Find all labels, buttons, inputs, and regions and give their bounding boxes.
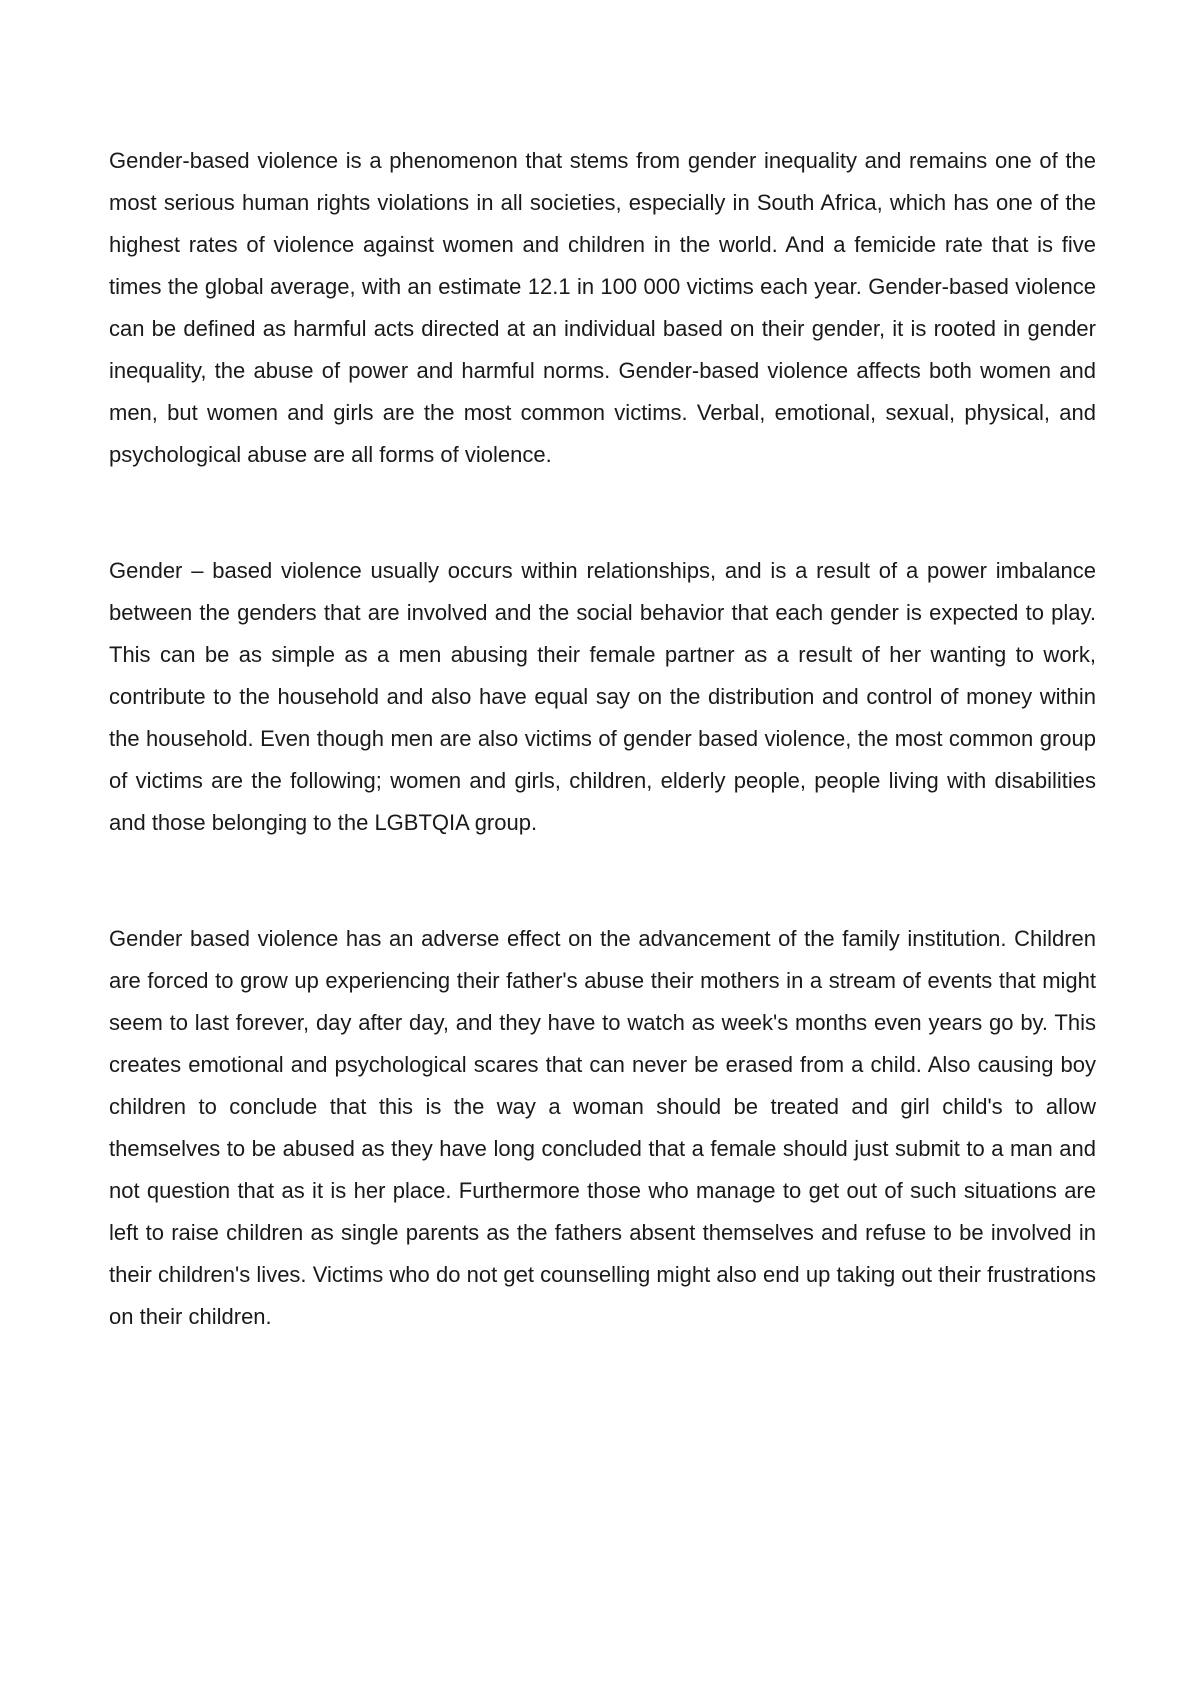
paragraph-1: Gender-based violence is a phenomenon that stems from gender inequality and remains one of the most serious human rights violations in all societies, especially in South Africa, which has one of the highest rates of violence against women and children in the world. And a femicide rate that is five times the global average, with an estimate 12.1 in 100 000 victims each year. Gender-based violence can be defined as harmful acts directed at an individual based on their gender, it is rooted in gender inequality, the abuse of power and harmful norms. Gender-based violence affects both women and men, but women and girls are the most common victims. Verbal, emotional, sexual, physical, and psychological abuse are all forms of violence.: [109, 148, 1096, 467]
document-body: [109, 140, 1096, 1338]
paragraph-2: Gender – based violence usually occurs within relationships, and is a result of a power imbalance between the genders that are involved and the social behavior that each gender is expected to play. This can be as simple as a men abusing their female partner as a result of her wanting to work, contribute to the household and also have equal say on the distribution and control of money within the household. Even though men are also victims of gender based violence, the most common group of victims are the following; women and girls, children, elderly people, people living with disabilities and those belonging to the LGBTQIA group.: [109, 558, 1096, 835]
paragraph-3: Gender based violence has an adverse effect on the advancement of the family institution. Children are forced to grow up experiencing their father's abuse their mothers in a stream of events that might seem to last forever, day after day, and they have to watch as week's months even years go by. This creates emotional and psychological scares that can never be erased from a child. Also causing boy children to conclude that this is the way a woman should be treated and girl child's to allow themselves to be abused as they have long concluded that a female should just submit to a man and not question that as it is her place. Furthermore those who manage to get out of such situations are left to raise children as single parents as the fathers absent themselves and refuse to be involved in their children's lives. Victims who do not get counselling might also end up taking out their frustrations on their children.: [109, 926, 1096, 1329]
